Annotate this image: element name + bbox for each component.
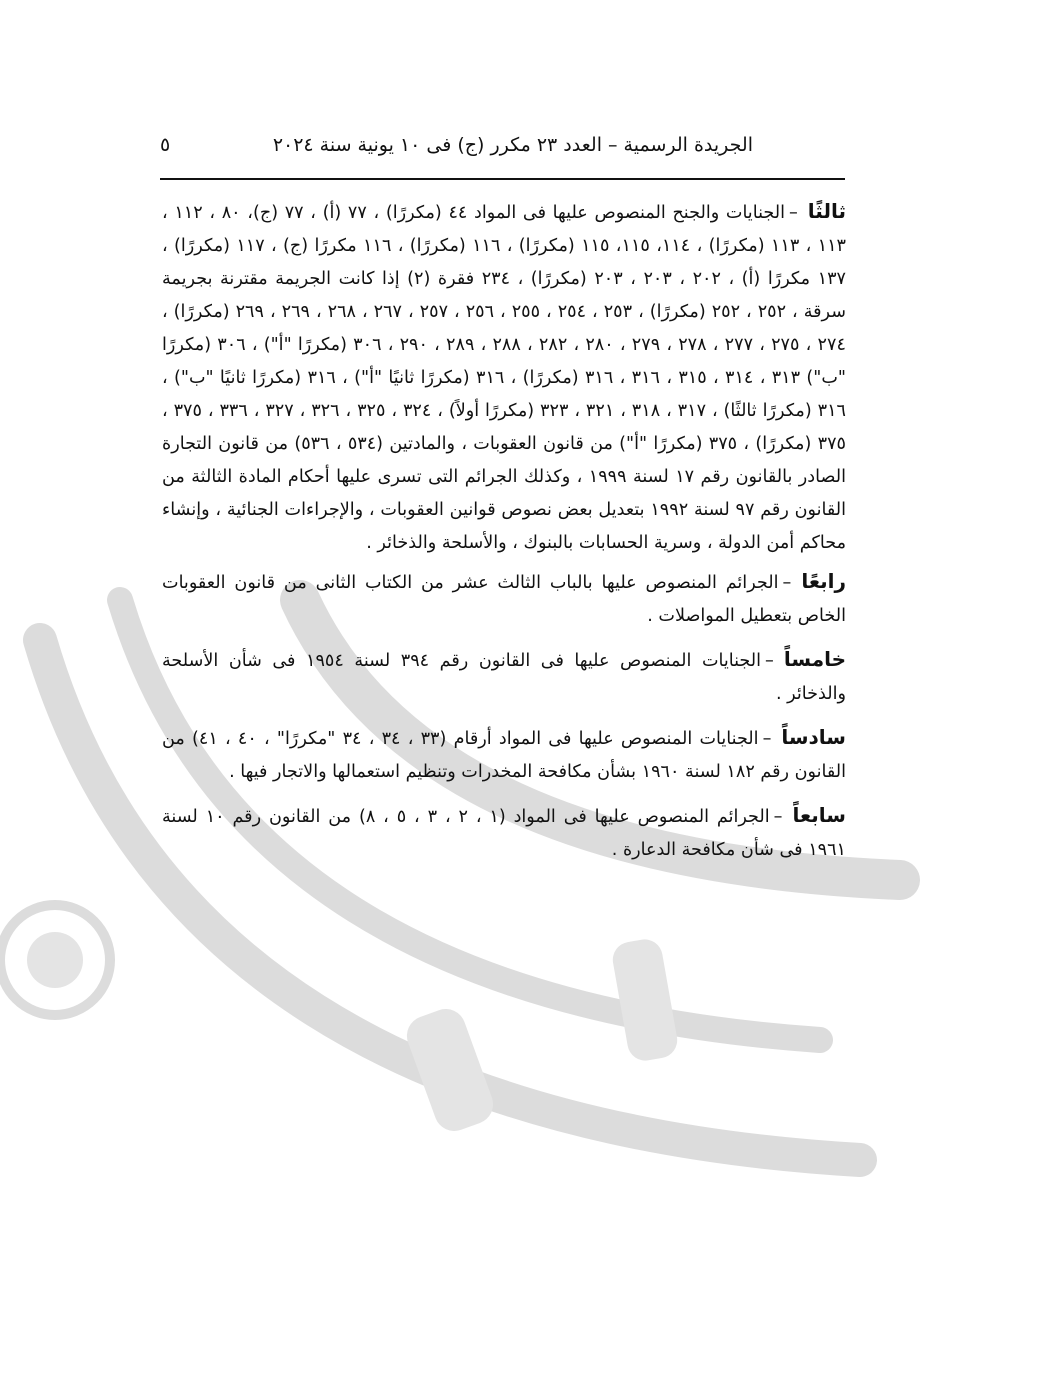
clause-label: سابعاً <box>792 803 846 827</box>
clause-third: ثالثًا–الجنايات والجنح المنصوص عليها فى المواد ٤٤ (مكررًا) ، ٧٧ (أ) ، ٧٧ (ج)، ٨٠ ، ١١٢ ، ١١٣ ، ١١٣ (مكررًا) ، ١١٤، ١١٥، ١١٥ (مكررًا) ، ١١٦ (مكررًا) ، ١١٦ مكررًا (ج) ، ١١٧ (مكررًا) ، ١٣٧ مكررًا (أ) ، ٢٠٢ ، ٢٠٣ ، ٢٠٣ (مكررًا) ، ٢٣٤ فقرة (٢) إذا كانت الجريمة مقترنة بجريمة سرقة ، ٢٥٢ ، ٢٥٢ (مكررًا) ، ٢٥٣ ، ٢٥٤ ، ٢٥٥ ، ٢٥٦ ، ٢٥٧ ، ٢٦٧ ، ٢٦٨ ، ٢٦٩ ، ٢٦٩ (مكررًا) ، ٢٧٤ ، ٢٧٥ ، ٢٧٧ ، ٢٧٨ ، ٢٧٩ ، ٢٨٠ ، ٢٨٢ ، ٢٨٨ ، ٢٨٩ ، ٢٩٠ ، ٣٠٦ (مكررًا "أ") ، ٣٠٦ (مكررًا "ب") ٣١٣ ، ٣١٤ ، ٣١٥ ، ٣١٦ ، ٣١٦ (مكررًا) ، ٣١٦ (مكررًا ثانيًا "أ") ، ٣١٦ (مكررًا ثانيًا "ب") ، ٣١٦ (مكررًا ثالثًا) ، ٣١٧ ، ٣١٨ ، ٣٢١ ، ٣٢٣ (مكررًا أولاً) ، ٣٢٤ ، ٣٢٥ ، ٣٢٦ ، ٣٢٧ ، ٣٣٦ ، ٣٧٥ ، ٣٧٥ (مكررًا) ، ٣٧٥ (مكررًا "أ") من قانون العقوبات ، والمادتين (٥٣٤ ، ٥٣٦) من قانون التجارة الصادر بالقانون رقم ١٧ لسنة ١٩٩٩ ، وكذلك الجرائم التى تسرى عليها أحكام المادة الثالثة من القانون رقم ٩٧ لسنة ١٩٩٢ بتعديل بعض نصوص قوانين العقوبات ، والإجراءات الجنائية ، وإنشاء محاكم أمن الدولة ، وسرية الحسابات بالبنوك ، والأسلحة والذخائر . <box>162 199 847 553</box>
watermark-emblem <box>0 905 110 1015</box>
document-body <box>162 195 846 877</box>
clause-text: الجرائم المنصوص عليها بالباب الثالث عشر من الكتاب الثانى من قانون العقوبات الخاص بتعطيل المواصلات . <box>162 573 846 626</box>
clause-text: الجنايات المنصوص عليها فى المواد أرقام (٣٣ ، ٣٤ ، ٣٤ "مكررًا" ، ٤٠ ، ٤١) من القانون رقم ١٨٢ لسنة ١٩٦٠ بشأن مكافحة المخدرات وتنظيم استعمالها والاتجار فيها . <box>162 729 846 782</box>
clause-text: الجنايات المنصوص عليها فى القانون رقم ٣٩٤ لسنة ١٩٥٤ فى شأن الأسلحة والذخائر . <box>162 651 846 704</box>
clause-sixth: سادساً–الجنايات المنصوص عليها فى المواد أرقام (٣٣ ، ٣٤ ، ٣٤ "مكررًا" ، ٤٠ ، ٤١) من القانون رقم ١٨٢ لسنة ١٩٦٠ بشأن مكافحة المخدرات وتنظيم استعمالها والاتجار فيها . <box>162 725 846 782</box>
header-title: الجريدة الرسمية – العدد ٢٣ مكرر (ج) فى ١٠ يونية سنة ٢٠٢٤ <box>272 134 753 156</box>
clause-label: رابعًا <box>801 569 846 593</box>
clause-label: خامساً <box>783 647 847 671</box>
page-header <box>160 130 845 180</box>
clause-label: سادساً <box>781 725 846 749</box>
clause-fifth: خامساً–الجنايات المنصوص عليها فى القانون رقم ٣٩٤ لسنة ١٩٥٤ فى شأن الأسلحة والذخائر . <box>162 647 847 704</box>
clause-label: ثالثًا <box>807 199 846 223</box>
clause-fourth: رابعًا–الجرائم المنصوص عليها بالباب الثالث عشر من الكتاب الثانى من قانون العقوبات الخاص بتعطيل المواصلات . <box>162 569 846 626</box>
clause-text: الجرائم المنصوص عليها فى المواد (١ ، ٢ ، ٣ ، ٥ ، ٨) من القانون رقم ١٠ لسنة ١٩٦١ فى شأن مكافحة الدعارة . <box>162 807 846 860</box>
page-number: ٥ <box>160 134 171 156</box>
clause-seventh: سابعاً–الجرائم المنصوص عليها فى المواد (١ ، ٢ ، ٣ ، ٥ ، ٨) من القانون رقم ١٠ لسنة ١٩٦١ فى شأن مكافحة الدعارة . <box>162 803 846 860</box>
clause-text: الجنايات والجنح المنصوص عليها فى المواد ٤٤ (مكررًا) ، ٧٧ (أ) ، ٧٧ (ج)، ٨٠ ، ١١٢ ، ١١٣ ، ١١٣ (مكررًا) ، ١١٤، ١١٥، ١١٥ (مكررًا) ، ١١٦ (مكررًا) ، ١١٦ مكررًا (ج) ، ١١٧ (مكررًا) ، ١٣٧ مكررًا (أ) ، ٢٠٢ ، ٢٠٣ ، ٢٠٣ (مكررًا) ، ٢٣٤ فقرة (٢) إذا كانت الجريمة مقترنة بجريمة سرقة ، ٢٥٢ ، ٢٥٢ (مكررًا) ، ٢٥٣ ، ٢٥٤ ، ٢٥٥ ، ٢٥٦ ، ٢٥٧ ، ٢٦٧ ، ٢٦٨ ، ٢٦٩ ، ٢٦٩ (مكررًا) ، ٢٧٤ ، ٢٧٥ ، ٢٧٧ ، ٢٧٨ ، ٢٧٩ ، ٢٨٠ ، ٢٨٢ ، ٢٨٨ ، ٢٨٩ ، ٢٩٠ ، ٣٠٦ (مكررًا "أ") ، ٣٠٦ (مكررًا "ب") ٣١٣ ، ٣١٤ ، ٣١٥ ، ٣١٦ ، ٣١٦ (مكررًا) ، ٣١٦ (مكررًا ثانيًا "أ") ، ٣١٦ (مكررًا ثانيًا "ب") ، ٣١٦ (مكررًا ثالثًا) ، ٣١٧ ، ٣١٨ ، ٣٢١ ، ٣٢٣ (مكررًا أولاً) ، ٣٢٤ ، ٣٢٥ ، ٣٢٦ ، ٣٢٧ ، ٣٣٦ ، ٣٧٥ ، ٣٧٥ (مكررًا) ، ٣٧٥ (مكررًا "أ") من قانون العقوبات ، والمادتين (٥٣٤ ، ٥٣٦) من قانون التجارة الصادر بالقانون رقم ١٧ لسنة ١٩٩٩ ، وكذلك الجرائم التى تسرى عليها أحكام المادة الثالثة من القانون رقم ٩٧ لسنة ١٩٩٢ بتعديل بعض نصوص قوانين العقوبات ، والإجراءات الجنائية ، وإنشاء محاكم أمن الدولة ، وسرية الحسابات بالبنوك ، والأسلحة والذخائر . <box>162 203 847 553</box>
